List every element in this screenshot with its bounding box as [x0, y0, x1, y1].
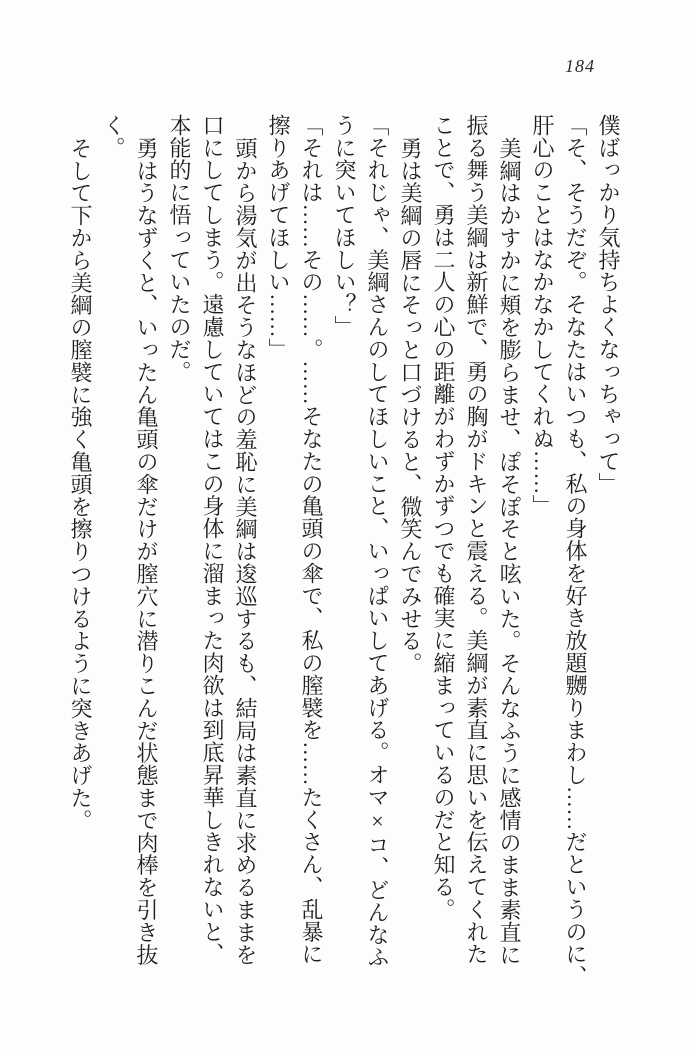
text-line: 勇はうなずくと、いったん亀頭の傘だけが膣穴に潜りこんだ状態まで肉棒を引き抜: [134, 136, 159, 966]
text-line: 「それは……その……。……そなたの亀頭の傘で、私の膣襞を……たくさん、乱暴に: [299, 114, 324, 966]
text-line: 僕ばっかり気持ちよくなっちゃって」: [596, 114, 621, 495]
text-line: ことで、勇は二人の心の距離がわずかずつでも確実に縮まっているのだと知る。: [431, 114, 456, 921]
text-line: 肝心のことはなかなかしてくれぬ……」: [530, 114, 555, 518]
text-line: 頭から湯気が出そうなほどの羞恥に美綱は逡巡するも、結局は素直に求めるままを: [233, 136, 258, 966]
text-line: うに突いてほしい？」: [332, 114, 357, 338]
text-line: 「そ、そうだぞ。そなたはいつも、私の身体を好き放題嬲りまわし……だというのに、: [563, 114, 588, 988]
text-area: [63, 114, 625, 998]
text-line: 「それじゃ、美綱さんのしてほしいこと、いっぱいしてあげる。オマ×コ、どんなふ: [365, 114, 390, 969]
text-line: 美綱はかすかに頬を膨らませ、ぽそぽそと呟いた。そんなふうに感情のまま素直に: [497, 136, 522, 966]
text-line: 擦りあげてほしい……」: [266, 114, 291, 361]
text-line: そして下から美綱の膣襞に強く亀頭を擦りつけるように突きあげた。: [68, 136, 93, 831]
text-line: 振る舞う美綱は新鮮で、勇の胸がドキンと震える。美綱が素直に思いを伝えてくれた: [464, 114, 489, 966]
text-line: 口にしてしまう。遠慮していてはこの身体に溜まった肉欲は到底昇華しきれないと、: [200, 114, 225, 966]
text-line: 本能的に悟っていたのだ。: [167, 114, 192, 383]
page-number: 184: [565, 56, 595, 76]
text-line: く。: [101, 114, 126, 159]
text-line: 勇は美綱の唇にそっと口づけると、微笑んでみせる。: [398, 136, 423, 675]
